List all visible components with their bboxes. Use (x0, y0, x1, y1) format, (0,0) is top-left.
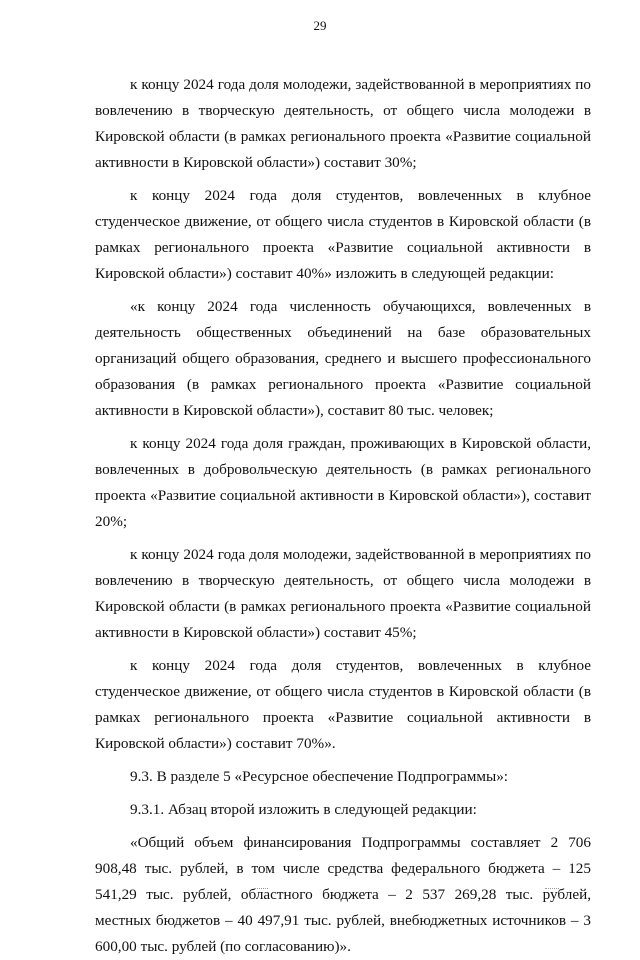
paragraph-youth-creative-45: к концу 2024 года доля молодежи, задействованной в мероприятиях по вовлечению в творческую деятельность, от общего числа молодежи в Кировской области (в рамках регионального проекта «Развитие социальной активности в Кировской области») составит 45%; (95, 546, 591, 641)
paragraph-financing: «Общий объем финансирования Подпрограммы составляет 2 706 908,48 тыс. рублей, в том числе средства федерального бюджета – 125 541,29 тыс. рублей, областного бюджета – 2 537 269,28 тыс. рублей, местных бюджетов – 40 497,91 тыс. рублей, внебюджетных источников – 3 600,00 тыс. рублей (по согласованию)». (95, 834, 591, 955)
paragraph-students-club-40: к концу 2024 года доля студентов, вовлеченных в клубное студенческое движение, от общего числа студентов в Кировской области (в рамках регионального проекта «Развитие социальной активности в Кировской области») составит 40%» изложить в следующей редакции: (95, 187, 591, 282)
paragraph-students-associations-80: «к концу 2024 года численность обучающихся, вовлеченных в деятельность общественных объединений на базе образовательных организаций общего образования, среднего и высшего профессионального образования (в рамках регионального проекта «Развитие социальной активности в Кировской области»), составит 80 тыс. человек; (95, 298, 591, 419)
scan-mark (545, 888, 559, 891)
document-body (95, 72, 591, 960)
page-number: 29 (313, 18, 327, 33)
paragraph-section-9-3: 9.3. В разделе 5 «Ресурсное обеспечение Подпрограммы»: (130, 768, 509, 785)
paragraph-students-club-70: к концу 2024 года доля студентов, вовлеченных в клубное студенческое движение, от общего числа студентов в Кировской области (в рамках регионального проекта «Развитие социальной активности в Кировской области») составит 70%». (95, 657, 591, 752)
paragraph-section-9-3-1: 9.3.1. Абзац второй изложить в следующей редакции: (130, 801, 477, 818)
paragraph-youth-creative-30: к концу 2024 года доля молодежи, задействованной в мероприятиях по вовлечению в творческую деятельность, от общего числа молодежи в Кировской области (в рамках регионального проекта «Развитие социальной активности в Кировской области») составит 30%; (95, 76, 591, 171)
scan-mark (254, 888, 268, 891)
paragraph-volunteers-20: к концу 2024 года доля граждан, проживающих в Кировской области, вовлеченных в добровольческую деятельность (в рамках регионального проекта «Развитие социальной активности в Кировской области»), составит 20%; (95, 435, 591, 530)
